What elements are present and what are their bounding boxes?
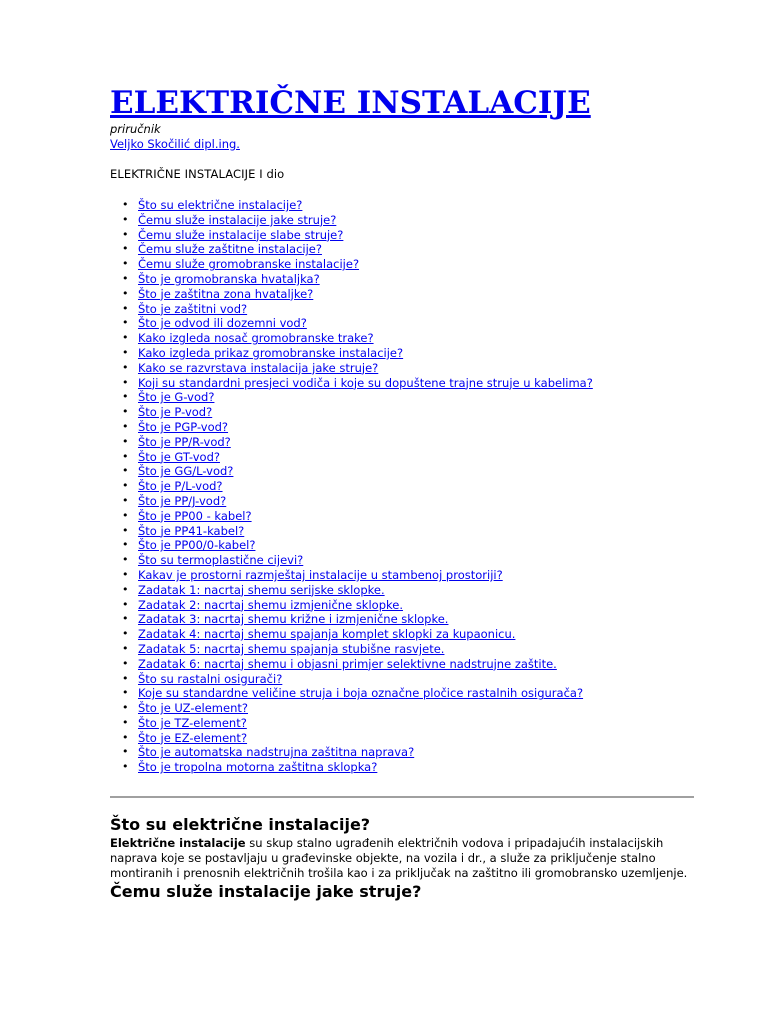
toc-item [122, 641, 700, 657]
toc-link[interactable]: Što je automatska nadstrujna zaštitna naprava? [138, 745, 415, 760]
toc-item [122, 419, 700, 435]
bullet-icon: • [122, 671, 129, 685]
bullet-icon: • [122, 641, 129, 655]
toc-link[interactable]: Što je PP00/0-kabel? [138, 538, 256, 553]
bullet-icon: • [122, 360, 129, 374]
bullet-icon: • [122, 745, 129, 759]
bullet-icon: • [122, 345, 129, 359]
toc-link[interactable]: Što je TZ-element? [138, 715, 247, 730]
toc-link[interactable]: Zadatak 6: nacrtaj shemu i objasni primjer selektivne nadstrujne zaštite. [138, 656, 557, 671]
bullet-icon: • [122, 286, 129, 300]
bullet-icon: • [122, 523, 129, 537]
toc-item [122, 375, 700, 391]
table-of-contents [110, 198, 700, 775]
toc-item [122, 760, 700, 775]
toc-item [122, 345, 700, 361]
toc-link[interactable]: Što je tropolna motorna zaštitna sklopka? [138, 760, 378, 775]
bullet-icon: • [122, 508, 129, 522]
toc-link[interactable]: Čemu služe instalacije jake struje? [138, 212, 337, 227]
toc-link[interactable]: Što je GG/L-vod? [138, 464, 234, 479]
toc-item [122, 479, 700, 494]
toc-item [122, 701, 700, 716]
toc-link[interactable]: Zadatak 4: nacrtaj shemu spajanja komplet sklopki za kupaonicu. [138, 627, 516, 642]
toc-item [122, 257, 700, 272]
toc-link[interactable]: Zadatak 5: nacrtaj shemu spajanja stubišne rasvjete. [138, 641, 445, 656]
toc-link[interactable]: Koje su standardne veličine struja i boja označne pločice rastalnih osigurača? [138, 686, 584, 701]
toc-item [122, 656, 700, 672]
toc-link[interactable]: Čemu služe zaštitne instalacije? [138, 242, 322, 257]
section-divider [110, 796, 694, 798]
toc-link[interactable]: Čemu služe instalacije slabe struje? [138, 227, 344, 242]
bullet-icon: • [122, 715, 129, 729]
toc-item [122, 671, 700, 687]
toc-link[interactable]: Čemu služe gromobranske instalacije? [138, 257, 360, 272]
toc-link[interactable]: Zadatak 3: nacrtaj shemu križne i izmjenične sklopke. [138, 612, 449, 627]
toc-item [122, 434, 700, 450]
toc-link[interactable]: Što je zaštitni vod? [138, 301, 248, 316]
toc-link[interactable]: Što je GT-vod? [138, 449, 220, 464]
bullet-icon: • [122, 405, 129, 419]
toc-item [122, 567, 700, 583]
toc-item [122, 212, 700, 228]
toc-link[interactable]: Kako izgleda nosač gromobranske trake? [138, 331, 374, 346]
toc-item [122, 715, 700, 731]
bullet-icon: • [122, 375, 129, 389]
toc-item [122, 271, 700, 287]
bullet-icon: • [122, 419, 129, 433]
toc-item [122, 508, 700, 524]
toc-item [122, 730, 700, 746]
author-link[interactable]: Veljko Skočilić dipl.ing. [110, 137, 240, 151]
toc-link[interactable]: Kako se razvrstava instalacija jake struje? [138, 360, 379, 375]
toc-link[interactable]: Što je odvod ili dozemni vod? [138, 316, 307, 331]
toc-item [122, 316, 700, 331]
bullet-icon: • [122, 686, 129, 700]
bullet-icon: • [122, 553, 129, 567]
toc-link[interactable]: Što je PGP-vod? [138, 419, 229, 434]
bullet-icon: • [122, 301, 129, 315]
toc-item [122, 449, 700, 465]
bullet-icon: • [122, 331, 129, 345]
toc-item [122, 301, 700, 317]
section-heading-1: Što su električne instalacije? [110, 815, 371, 834]
bullet-icon: • [122, 390, 129, 404]
toc-link[interactable]: Kakav je prostorni razmještaj instalacije u stambenoj prostoriji? [138, 567, 503, 582]
toc-item [122, 286, 700, 302]
toc-item [122, 538, 700, 553]
toc-item [122, 198, 700, 213]
toc-link[interactable]: Što je G-vod? [138, 390, 215, 405]
toc-item [122, 360, 700, 376]
section-heading-2: Čemu služe instalacije jake struje? [110, 882, 422, 901]
bullet-icon: • [122, 760, 129, 774]
toc-link[interactable]: Što je EZ-element? [138, 730, 248, 745]
bullet-icon: • [122, 316, 129, 330]
bullet-icon: • [122, 493, 129, 507]
document-subtitle: priručnik [110, 122, 161, 136]
bullet-icon: • [122, 582, 129, 596]
bullet-icon: • [122, 242, 129, 256]
toc-item [122, 553, 700, 568]
document-title-link[interactable]: ELEKTRIČNE INSTALACIJE [110, 85, 591, 121]
bullet-icon: • [122, 464, 129, 478]
bullet-icon: • [122, 198, 129, 211]
toc-item [122, 242, 700, 257]
toc-item [122, 582, 700, 598]
bullet-icon: • [122, 479, 129, 493]
toc-item [122, 686, 700, 701]
bullet-icon: • [122, 627, 129, 641]
toc-link[interactable]: Što je gromobranska hvataljka? [138, 271, 320, 286]
bullet-icon: • [122, 656, 129, 670]
section-paragraph-1 [110, 836, 694, 881]
toc-link[interactable]: Što je PP/R-vod? [138, 434, 231, 449]
bold-term: Električne instalacije [110, 836, 246, 850]
bullet-icon: • [122, 212, 129, 226]
toc-link[interactable]: Što je P/L-vod? [138, 479, 223, 494]
toc-link[interactable]: Koji su standardni presjeci vodiča i koje su dopuštene trajne struje u kabelima? [138, 375, 593, 390]
bullet-icon: • [122, 730, 129, 744]
toc-link[interactable]: Što je PP/J-vod? [138, 493, 227, 508]
toc-link[interactable]: Zadatak 1: nacrtaj shemu serijske sklopke. [138, 582, 385, 597]
toc-item [122, 745, 700, 760]
bullet-icon: • [122, 701, 129, 715]
toc-item [122, 405, 700, 420]
bullet-icon: • [122, 567, 129, 581]
bullet-icon: • [122, 271, 129, 285]
bullet-icon: • [122, 597, 129, 611]
toc-link[interactable]: Što su rastalni osigurači? [138, 671, 283, 686]
toc-link[interactable]: Kako izgleda prikaz gromobranske instalacije? [138, 345, 404, 360]
bullet-icon: • [122, 434, 129, 448]
toc-link[interactable]: Što je UZ-element? [138, 701, 248, 716]
paragraph-body: su skup stalno ugrađenih električnih vodova i pripadajućih instalacijskih naprava koje se postavljaju u građevinske objekte, na vozila i dr., a služe za priključenje stalno montiranih i prenosnih električnih trošila kao i za priključak na zaštitno ili gromobransko uzemljenje. [110, 836, 688, 880]
toc-link[interactable]: Što su termoplastične cijevi? [138, 553, 304, 568]
document-header [110, 82, 700, 775]
toc-item [122, 227, 700, 243]
toc-item [122, 523, 700, 539]
toc-link[interactable]: Što su električne instalacije? [138, 198, 303, 212]
toc-item [122, 597, 700, 613]
toc-link[interactable]: Zadatak 2: nacrtaj shemu izmjenične sklopke. [138, 597, 403, 612]
content-section [110, 814, 694, 903]
toc-link[interactable]: Što je P-vod? [138, 405, 213, 420]
toc-link[interactable]: Što je zaštitna zona hvataljke? [138, 286, 314, 301]
toc-item [122, 464, 700, 479]
toc-item [122, 390, 700, 405]
bullet-icon: • [122, 257, 129, 271]
toc-item [122, 627, 700, 642]
bullet-icon: • [122, 612, 129, 626]
bullet-icon: • [122, 538, 129, 552]
toc-item [122, 612, 700, 627]
toc-link[interactable]: Što je PP00 - kabel? [138, 508, 252, 523]
part-heading: ELEKTRIČNE INSTALACIJE I dio [110, 167, 285, 181]
bullet-icon: • [122, 227, 129, 241]
toc-item [122, 331, 700, 346]
toc-item [122, 493, 700, 509]
toc-link[interactable]: Što je PP41-kabel? [138, 523, 245, 538]
bullet-icon: • [122, 449, 129, 463]
